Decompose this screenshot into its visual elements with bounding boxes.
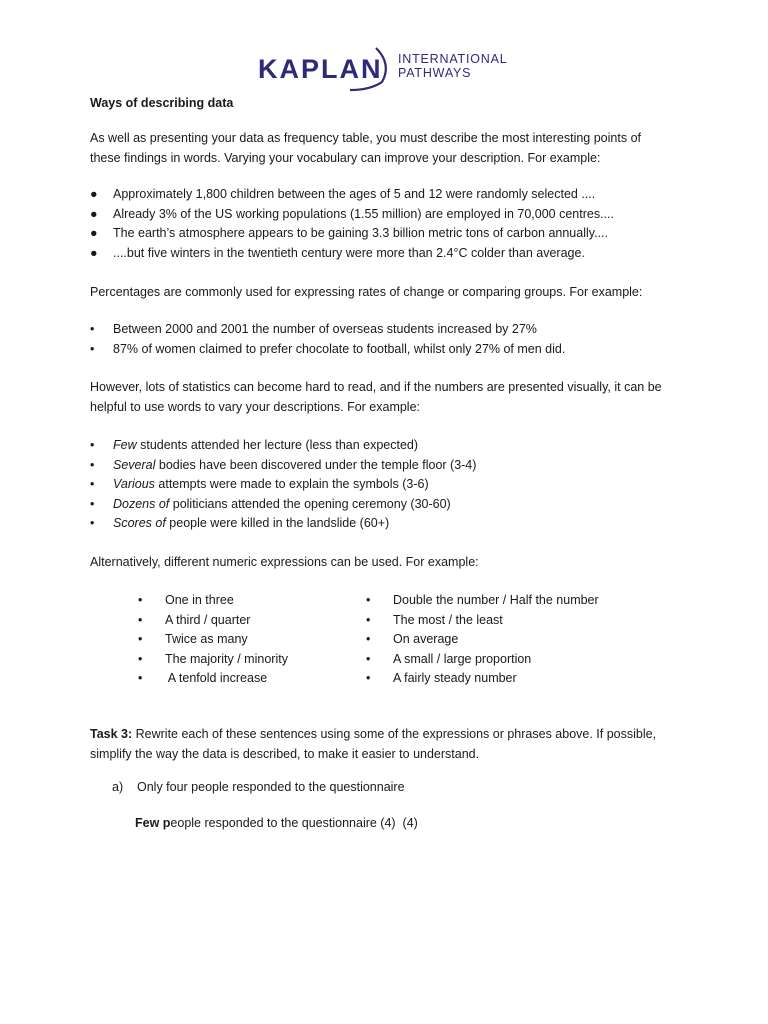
answer-a <box>135 814 735 834</box>
bullet-icon: • <box>138 612 143 627</box>
list-item <box>138 591 288 611</box>
emphasis-word: Several <box>113 457 156 472</box>
kaplan-logo <box>258 44 518 92</box>
however-line-2: helpful to use words to vary your descriptions. For example: <box>90 399 421 414</box>
list-item-text: The earth’s atmosphere appears to be gaining 3.3 billion metric tons of carbon annually.... <box>113 226 608 240</box>
bullet-icon: • <box>366 651 371 666</box>
logo-line-international: INTERNATIONAL <box>398 52 508 66</box>
list-item <box>90 340 690 360</box>
list-item <box>90 456 690 476</box>
task-3-paragraph <box>90 725 690 764</box>
intro-line-1: As well as presenting your data as frequency table, you must describe the most interesting points of <box>90 131 641 145</box>
bullet-icon: ● <box>90 206 98 221</box>
list-item <box>90 495 690 515</box>
list-item <box>90 320 690 340</box>
list-item-text: attempts were made to explain the symbols (3-6) <box>154 477 429 491</box>
list-item <box>90 185 690 205</box>
list-item-text: bodies have been discovered under the temple floor (3-4) <box>155 457 477 472</box>
emphasis-word: Scores of <box>113 516 166 530</box>
list-item <box>138 611 288 631</box>
list-item <box>138 650 288 670</box>
list-item-text: Double the number / Half the number <box>393 593 599 607</box>
list-item-text: 87% of women claimed to prefer chocolate to football, whilst only 27% of men did. <box>113 341 566 356</box>
bullet-icon: • <box>366 612 371 627</box>
emphasis-word: Various <box>113 477 155 491</box>
list-item-text: Approximately 1,800 children between the ages of 5 and 12 were randomly selected .... <box>113 187 596 201</box>
logo-brand-text: KAPLAN <box>258 54 383 84</box>
examples-list <box>90 185 690 263</box>
alternatively-paragraph: Alternatively, different numeric expressions can be used. For example: <box>90 555 479 569</box>
logo-subtitle <box>398 53 507 80</box>
bullet-icon: • <box>366 632 371 646</box>
list-item <box>138 630 288 650</box>
bullet-icon: • <box>138 632 143 646</box>
question-marker: a) <box>112 780 124 794</box>
list-item <box>366 669 599 689</box>
percentages-list <box>90 320 690 359</box>
answer-text: eople responded to the questionnaire (4) (4) <box>170 816 418 830</box>
bullet-icon: • <box>90 496 95 511</box>
expressions-column-2 <box>366 591 599 689</box>
bullet-icon: • <box>90 438 95 452</box>
list-item-text: The majority / minority <box>165 651 288 666</box>
however-paragraph <box>90 378 690 417</box>
list-item <box>90 514 690 534</box>
list-item-text: students attended her lecture (less than expected) <box>136 438 419 452</box>
bullet-icon: • <box>138 593 143 607</box>
percentages-paragraph: Percentages are commonly used for expressing rates of change or comparing groups. For example: <box>90 285 643 299</box>
list-item <box>90 205 690 225</box>
bullet-icon: ● <box>90 187 98 201</box>
bullet-icon: ● <box>90 226 98 240</box>
list-item <box>366 591 599 611</box>
emphasis-word: Few <box>113 438 137 452</box>
task-text: Rewrite each of these sentences using some of the expressions or phrases above. If possible, <box>132 727 657 741</box>
task-label: Task 3: <box>90 727 133 741</box>
list-item-text: politicians attended the opening ceremony (30-60) <box>169 496 451 511</box>
emphasis-word: Dozens of <box>113 496 170 511</box>
task-line-2: simplify the way the data is described, to make it easier to understand. <box>90 746 480 761</box>
however-line-1: However, lots of statistics can become hard to read, and if the numbers are presented visually, it can be <box>90 380 662 394</box>
list-item <box>90 436 690 456</box>
list-item-text: A third / quarter <box>165 612 251 627</box>
bullet-icon: • <box>90 516 95 530</box>
intro-line-2: these findings in words. Varying your vocabulary can improve your description. For example: <box>90 150 601 165</box>
list-item <box>366 611 599 631</box>
logo-line-pathways: PATHWAYS <box>398 65 472 80</box>
bullet-icon: • <box>138 651 143 666</box>
question-text: Only four people responded to the questionnaire <box>137 780 405 794</box>
list-item-text: A small / large proportion <box>393 651 532 666</box>
quantity-words-list <box>90 436 690 534</box>
task-line-1 <box>90 725 690 745</box>
list-item-text: Already 3% of the US working populations (1.55 million) are employed in 70,000 centres.... <box>113 206 614 221</box>
bullet-icon: • <box>366 593 371 607</box>
intro-paragraph <box>90 129 690 168</box>
list-item-text: A fairly steady number <box>393 671 517 685</box>
bullet-icon: • <box>90 341 95 356</box>
answer-bold: Few p <box>135 816 171 830</box>
list-item <box>366 650 599 670</box>
bullet-icon: • <box>90 322 95 336</box>
list-item-text: The most / the least <box>393 612 503 627</box>
bullet-icon: • <box>138 671 143 685</box>
list-item-text: Between 2000 and 2001 the number of overseas students increased by 27% <box>113 322 537 336</box>
bullet-icon: • <box>90 457 95 472</box>
bullet-icon: ● <box>90 245 98 260</box>
question-a <box>112 778 712 798</box>
list-item-text: A tenfold increase <box>165 671 268 685</box>
list-item-text: On average <box>393 632 459 646</box>
list-item <box>366 630 599 650</box>
bullet-icon: • <box>366 671 371 685</box>
list-item <box>90 224 690 244</box>
bullet-icon: • <box>90 477 95 491</box>
list-item-text: ....but five winters in the twentieth century were more than 2.4°C colder than average. <box>113 245 585 260</box>
list-item <box>90 475 690 495</box>
list-item <box>138 669 288 689</box>
expressions-column-1 <box>138 591 288 689</box>
page-title: Ways of describing data <box>90 96 234 110</box>
kaplan-wordmark-icon <box>258 44 393 92</box>
list-item-text: people were killed in the landslide (60+) <box>165 516 390 530</box>
list-item-text: Twice as many <box>165 632 248 646</box>
list-item-text: One in three <box>165 593 234 607</box>
list-item <box>90 244 690 264</box>
